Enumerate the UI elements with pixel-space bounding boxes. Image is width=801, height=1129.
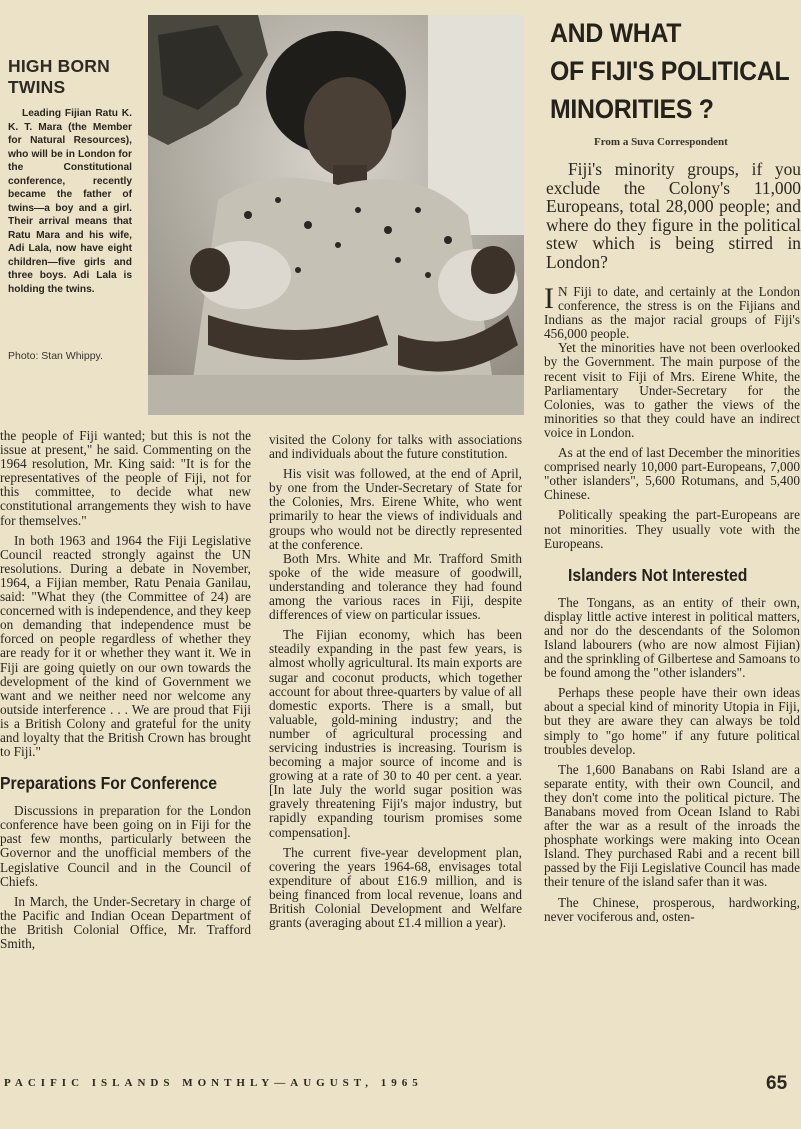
photo-caption: Leading Fijian Ratu K. K. T. Mara (the Member for Natural Resources), who will be in London for the Constitutional conference, recently became the father of twins—a boy and a girl. Their arrival means that Ratu Mara and his wife, Adi Lala, now have eight children—five girls and three boys. Adi Lala is holding the twins.	[8, 108, 132, 295]
paragraph: The Fijian economy, which has been steadily expanding in the past few years, is almost wholly agricultural. Its main exports are sugar and coconut products, which together account for about three-quarters by value of all domestic exports. There is a small, but valuable, gold-mining industry; and the number of agricultural processing and servicing industries is increasing. Tourism is becoming a major source of income and is growing at a rate of 30 to 40 per cent. a year. [In late July the world sugar position was gravely threatening Fiji's major industry, but rapidly expanding tourism promises some compensation].	[269, 627, 522, 840]
standfirst: Fiji's minority groups, if you exclude the Colony's 11,000 Europeans, total 28,000 people; and where do they figure in the political stew which is being stirred in London?	[546, 159, 801, 272]
subhead-preparations: Preparations For Conference	[0, 773, 218, 794]
paragraph: Yet the minorities have not been overlooked by the Government. The main purpose of the recent visit to Fiji of Mrs. Eirene White, the Parliamentary Under-Secretary for the Colonies, was to gather the views of the minorities so that they could have an indirect voice in London.	[544, 340, 800, 440]
running-footer: PACIFIC ISLANDS MONTHLY—AUGUST, 1965	[4, 1077, 423, 1089]
twins-photo-illustration	[148, 15, 524, 415]
headline-line-1: AND WHAT	[550, 18, 682, 48]
paragraph: In both 1963 and 1964 the Fiji Legislative Council reacted strongly against the UN resolutions. During a debate in November, 1964, a Fijian member, Ratu Penaia Ganilau, said: "What they (the Committee of 24) are concerned with is independence, and they keep on demanding that independence must be forced on people regardless of whether they are ready for it or whether they want it. We in Fiji are going quietly on our own towards the development of the kind of Government we want and we neither need nor welcome any outside interference . . . We are proud that Fiji is a British Colony and grateful for the unity and loyalty that the British Crown has brought to Fiji."	[0, 532, 251, 760]
paragraph: Perhaps these people have their own ideas about a special kind of minority Utopia in Fiji, but they are aware they can always be told simply to "go home" if any future political troubles develop.	[544, 685, 800, 757]
column-middle	[269, 433, 522, 930]
paragraph: Discussions in preparation for the London conference have been going on in Fiji for the past few months, particularly between the Governor and the unofficial members of the Legislative Council and in the Council of Chiefs.	[0, 803, 251, 889]
paragraph: Both Mrs. White and Mr. Trafford Smith spoke of the wide measure of goodwill, understanding and tolerance they had found among the various races in Fiji, despite differences of view on particular issues.	[269, 550, 522, 623]
headline-line-3: MINORITIES ?	[550, 94, 714, 124]
subhead-islanders: Islanders Not Interested	[568, 564, 748, 585]
paragraph: His visit was followed, at the end of April, by one from the Under-Secretary of State for the Colonies, Mrs. Eirene White, who went primarily to hear the views of individuals and groups who would not be directly represented at the conference.	[269, 466, 522, 552]
photo-credit: Photo: Stan Whippy.	[8, 350, 103, 362]
paragraph: The Chinese, prosperous, hardworking, never vociferous and, osten-	[544, 894, 800, 924]
sidebar-title: HIGH BORN TWINS	[8, 56, 110, 97]
paragraph: The 1,600 Banabans on Rabi Island are a separate entity, with their own Council, and they don't come into the political picture. The Banabans moved from Ocean Island to Rabi after the war as a result of the inroads the phosphate workings were making into Ocean Island. They purchased Rabi and a recent bill passed by the Fiji Legislative Council has made their tenure of the island safer than it was.	[544, 761, 800, 890]
page-number: 65	[766, 1073, 788, 1094]
column-right	[544, 282, 800, 924]
column-left	[0, 429, 251, 951]
paragraph-dropcap: IN Fiji to date, and certainly at the London conference, the stress is on the Fijians and Indians as the major racial groups of Fiji's 456,000 people.	[544, 282, 800, 342]
twins-photo	[148, 15, 524, 415]
paragraph: As at the end of last December the minorities comprised nearly 10,000 part-Europeans, 7,000 "other islanders", 5,600 Rotumans, and 5,400 Chinese.	[544, 445, 800, 503]
paragraph: The current five-year development plan, covering the years 1964-68, envisages total expenditure of about £16.9 million, and is being financed from local revenue, loans and British Colonial Development and Welfare grants (averaging about £1.4 million a year).	[269, 844, 522, 931]
paragraph: Politically speaking the part-Europeans are not minorities. They usually vote with the Europeans.	[544, 507, 800, 551]
headline-line-2: OF FIJI'S POLITICAL	[550, 56, 790, 86]
byline: From a Suva Correspondent	[594, 136, 728, 148]
paragraph: The Tongans, as an entity of their own, display little active interest in political matters, and nor do the descendants of the Solomon Island labourers (who are now almost Fijian) and the sprinkling of Gilbertese and Samoans to be found among the "other islanders".	[544, 594, 800, 681]
paragraph: visited the Colony for talks with associations and individuals about the future constitution.	[269, 432, 522, 462]
paragraph: the people of Fiji wanted; but this is not the issue at present," he said. Commenting on the 1964 resolution, Mr. King said: "It is for the representatives of the people of Fiji, not for this committee, to decide what new constitutional arrangements they wish to have for themselves."	[0, 428, 251, 528]
paragraph: In March, the Under-Secretary in charge of the Pacific and Indian Ocean Department of the British Colonial Office, Mr. Trafford Smith,	[0, 893, 251, 951]
article-headline	[550, 14, 790, 128]
